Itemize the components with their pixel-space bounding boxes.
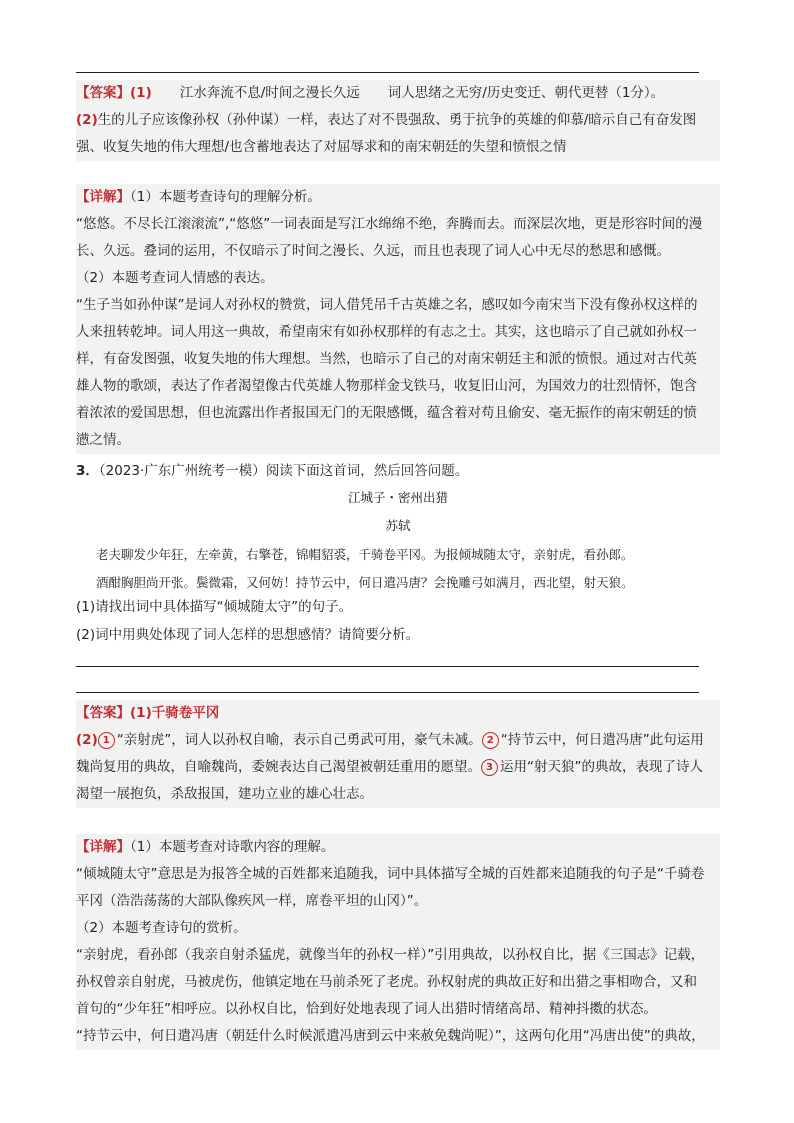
detail-block-2 (76, 834, 720, 1050)
answer2-line-1 (76, 700, 720, 727)
answer2-line-3 (76, 754, 720, 781)
detail-line: （1）本题考查对诗歌内容的理解。 (130, 839, 335, 855)
answer2-seg-5: 渴望一展抱负，杀敌报国，建功立业的雄心壮志。 (76, 786, 373, 802)
answer-line-blank (76, 666, 699, 667)
poem-line-1: 老夫聊发少年狂，左牵黄，右擎苍，锦帽貂裘，千骑卷平冈。为报倾城随太守，亲射虎，看孙郎。 (96, 547, 634, 562)
detail-line: 首句的“少年狂”相呼应。以孙权自比，恰到好处地表现了词人出猎时情绪高昂、精神抖擞的状态。 (76, 1001, 657, 1017)
question-number: 3． (76, 463, 99, 479)
detail-line: “生子当如孙仲谋”是词人对孙权的赞赏，词人借凭吊千古英雄之名，感叹如今南宋当下没有像孙权这样的 (76, 297, 698, 313)
detail-line: 雄人物的歌颂，表达了作者渴望像古代英雄人物那样金戈铁马，收复旧山河，为国效力的壮烈情怀，饱含 (76, 378, 697, 394)
detail-line: （2）本题考查诗句的赏析。 (76, 920, 247, 936)
answer-label: 【答案】 (76, 85, 130, 101)
answer2-seg-4: 运用“射天狼”的典故，表现了诗人 (500, 759, 703, 775)
answer-block-1 (76, 80, 720, 161)
question-3-part-2: (2)词中用典处体现了词人怎样的思想感情？请简要分析。 (76, 627, 420, 643)
detail-label: 【详解】 (76, 839, 130, 855)
poem-line-2: 酒酣胸胆尚开张。鬓微霜，又何妨！持节云中，何日遣冯唐？会挽雕弓如满月，西北望，射天狼。 (96, 575, 634, 590)
answer2-seg-3: 魏尚复用的典故，自喻魏尚，委婉表达自己渴望被朝廷重用的愿望。 (76, 759, 481, 775)
divider-line (76, 72, 699, 73)
answer2-line-2 (76, 727, 720, 754)
answer-num-1: (1) (130, 85, 152, 101)
circled-number-2: 2 (482, 732, 499, 749)
answer-line-3 (76, 134, 720, 161)
answer-part-1b: 词人思绪之无穷/历史变迁、朝代更替（1分）。 (387, 85, 665, 101)
detail-line: 长、久远。叠词的运用，不仅暗示了时间之漫长、久远，而且也表现了词人心中无尽的愁思和感慨。 (76, 243, 670, 259)
circled-number-3: 3 (481, 759, 498, 776)
answer2-line-4 (76, 781, 720, 808)
detail-line: （2）本题考查词人情感的表达。 (76, 270, 274, 286)
question-prompt: 阅读下面这首词，然后回答问题。 (265, 463, 469, 479)
answer-part-1a: 江水奔流不息/时间之漫长久远 (179, 85, 360, 101)
answer2-seg-1: “亲射虎”，词人以孙权自喻，表示自己勇武可用，豪气未减。 (116, 732, 482, 748)
circled-number-1: 1 (98, 732, 115, 749)
answer2-text-1: (1)千骑卷平冈 (130, 705, 220, 721)
detail-line: “亲射虎，看孙郎（我亲自射杀猛虎，就像当年的孙权一样）”引用典故，以孙权自比，据《三国志》记载， (76, 947, 705, 963)
question-3-part-1: (1)请找出词中具体描写“倾城随太守”的句子。 (76, 599, 353, 615)
detail-line: “持节云中，何日遣冯唐（朝廷什么时候派遣冯唐到云中来赦免魏尚呢）”，这两句化用“冯唐出使”的典故， (76, 1028, 705, 1044)
answer2-seg-2: “持节云中，何日遣冯唐”此句运用 (500, 732, 704, 748)
answer2-num-2: (2) (76, 732, 98, 748)
detail-line: “倾城随太守”意思是为报答全城的百姓都来追随我，词中具体描写全城的百姓都来追随我的句子是“千骑卷 (76, 866, 705, 882)
answer-text-2b: 强、收复失地的伟大理想/也含蓄地表达了对屈辱求和的南宋朝廷的失望和愤恨之情 (76, 139, 567, 155)
divider-line (76, 692, 699, 693)
answer-line-2 (76, 107, 720, 134)
detail-block-1 (76, 184, 720, 454)
question-source: （2023·广东广州统考一模） (98, 463, 266, 479)
detail-line: 平冈（浩浩荡荡的大部队像疾风一样，席卷平坦的山冈）”。 (76, 893, 428, 909)
detail-line: 人来扭转乾坤。词人用这一典故，希望南宋有如孙权那样的有志之士。其实，这也暗示了自己就如孙权一 (76, 324, 697, 340)
detail-line: “悠悠。不尽长江滚滚流”,“悠悠”一词表面是写江水绵绵不绝，奔腾而去。而深层次地，更是形容时间的漫 (76, 216, 703, 232)
detail-line: 样，有奋发图强，收复失地的伟大理想。当然，也暗示了自己的对南宋朝廷主和派的愤恨。通过对古代英 (76, 351, 697, 367)
poem-title: 江城子・密州出猎 (347, 490, 448, 505)
answer-label: 【答案】 (76, 705, 130, 721)
answer-block-2 (76, 700, 720, 808)
answer-text-2a: 生的儿子应该像孙权（孙仲谋）一样，表达了对不畏强敌、勇于抗争的英雄的仰慕/暗示自己有奋发图 (97, 112, 697, 128)
detail-line: 孙权曾亲自射虎，马被虎伤，他镇定地在马前杀死了老虎。孙权射虎的典故正好和出猎之事相吻合，又和 (76, 974, 697, 990)
poem-author: 苏轼 (385, 518, 411, 533)
detail-line: 懑之情。 (76, 432, 130, 448)
detail-label: 【详解】 (76, 189, 130, 205)
detail-line: （1）本题考查诗句的理解分析。 (130, 189, 321, 205)
question-3-header (76, 458, 720, 485)
answer-line-1 (76, 80, 720, 107)
answer-num-2: (2) (76, 112, 98, 128)
detail-line: 着浓浓的爱国思想，但也流露出作者报国无门的无限感慨，蕴含着对苟且偷安、毫无振作的南宋朝廷的愤 (76, 405, 697, 421)
